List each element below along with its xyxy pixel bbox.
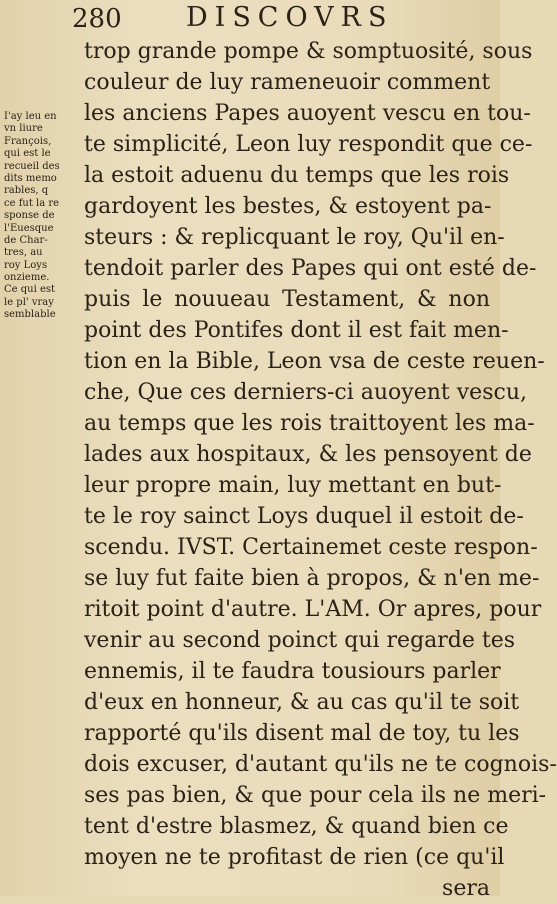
- text-line: te simplicité, Leon luy respondit que ce-: [84, 132, 533, 157]
- text-line: tion en la Bible, Leon vsa de ceste reuen-: [84, 349, 545, 374]
- text-line: lades aux hospitaux, & les pensoyent de: [84, 442, 532, 467]
- margin-note-line: le pl' vray: [4, 296, 54, 308]
- text-line: au temps que les rois traittoyent les ma-: [84, 411, 535, 436]
- body-text: [84, 36, 557, 904]
- margin-note-line: sponse de: [4, 210, 55, 222]
- text-line: sera: [442, 876, 490, 901]
- margin-note-line: de Char-: [4, 234, 48, 246]
- text-line: ses pas bien, & que pour cela ils ne meri-: [84, 783, 547, 808]
- text-line: tendoit parler des Papes qui ont esté de-: [84, 256, 537, 281]
- margin-note-line: vn liure: [4, 123, 43, 135]
- margin-note-line: qui est le: [4, 148, 51, 160]
- text-line: leur propre main, luy mettant en but-: [84, 473, 502, 498]
- text-line: venir au second poinct qui regarde tes: [84, 628, 516, 653]
- text-line: scendu. IVST. Certainemet ceste respon-: [84, 535, 538, 560]
- margin-note-line: rables, q: [4, 185, 49, 197]
- text-line: se luy fut faite bien à propos, & n'en me-: [84, 566, 540, 591]
- text-line: te le roy sainct Loys duquel il estoit de-: [84, 504, 524, 529]
- text-line: ritoit point d'autre. L'AM. Or apres, pour: [84, 597, 542, 622]
- margin-note-line: I'ay leu en: [4, 111, 57, 122]
- text-line: tent d'estre blasmez, & quand bien ce: [84, 814, 509, 839]
- margin-note: [4, 111, 82, 322]
- text-line: point des Pontifes dont il est fait men-: [84, 318, 509, 343]
- margin-note-line: semblable: [4, 309, 56, 321]
- text-line: gardoyent les bestes, & estoyent pa-: [84, 194, 492, 219]
- text-line: dois excuser, d'autant qu'ils ne te cognois-: [84, 752, 557, 777]
- page-number: 280: [72, 4, 122, 34]
- text-line: couleur de luy rameneuoir comment: [84, 70, 491, 95]
- text-line: la estoit aduenu du temps que les rois: [84, 163, 510, 188]
- text-line: steurs : & replicquant le roy, Qu'il en-: [84, 225, 505, 250]
- text-line: puis le nouueau Testament, & non: [84, 287, 490, 312]
- running-head: DISCOVRS: [186, 2, 394, 33]
- margin-note-line: dits memo: [4, 172, 57, 184]
- margin-note-line: roy Loys: [4, 259, 48, 271]
- margin-note-line: l'Euesque: [4, 222, 54, 234]
- margin-note-line: Ce qui est: [4, 284, 56, 296]
- text-line: che, Que ces derniers-ci auoyent vescu,: [84, 380, 527, 405]
- text-line: ennemis, il te faudra tousiours parler: [84, 659, 501, 684]
- margin-note-line: ce fut la re: [4, 197, 60, 209]
- margin-note-line: François,: [4, 135, 52, 147]
- margin-note-line: onzieme.: [4, 272, 50, 284]
- margin-note-line: recueil des: [4, 160, 60, 172]
- margin-note-line: tres, au: [4, 247, 43, 259]
- text-line: les anciens Papes auoyent vescu en tou-: [84, 101, 531, 126]
- text-line: moyen ne te profitast de rien (ce qu'il: [84, 845, 505, 870]
- text-line: trop grande pompe & somptuosité, sous: [84, 39, 533, 64]
- text-line: d'eux en honneur, & au cas qu'il te soit: [84, 690, 520, 715]
- text-line: rapporté qu'ils disent mal de toy, tu les: [84, 721, 520, 746]
